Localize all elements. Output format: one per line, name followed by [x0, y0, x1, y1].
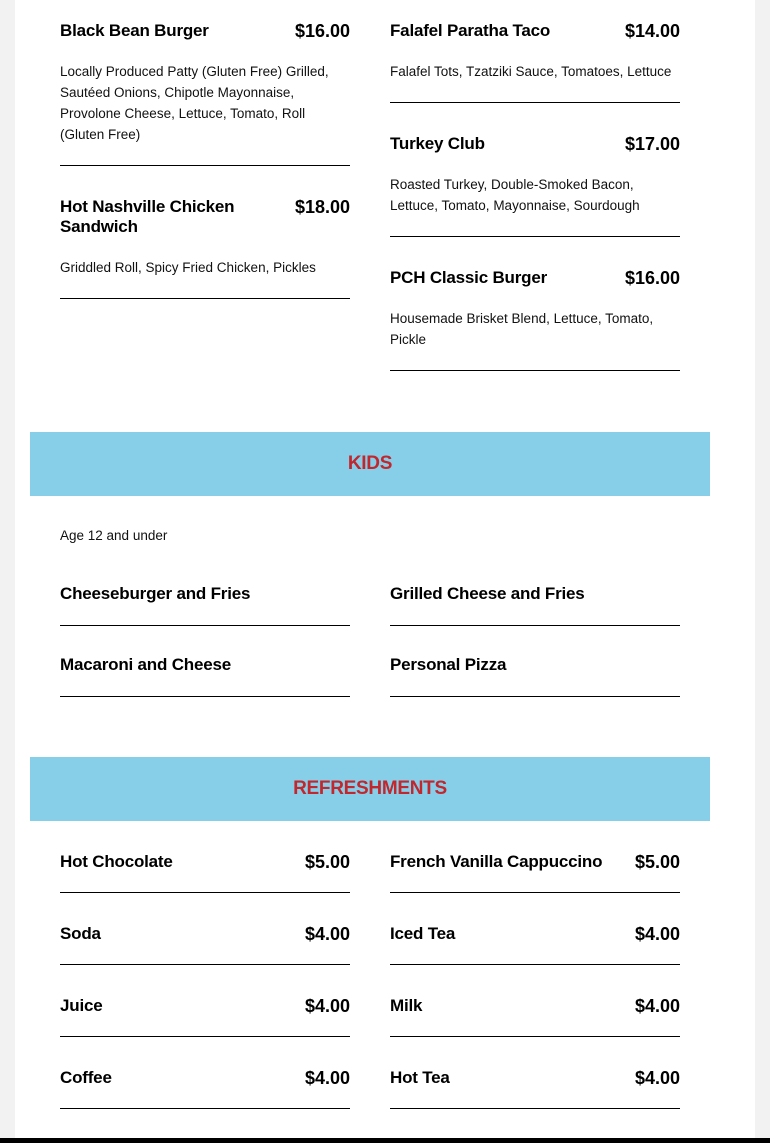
- menu-item: [60, 556, 350, 626]
- menu-item: [60, 893, 350, 965]
- item-price: $16.00: [294, 21, 350, 41]
- menu-item: [60, 0, 350, 166]
- item-price: $14.00: [624, 21, 680, 41]
- mains-left-column: [60, 0, 350, 371]
- refreshments-section-title: REFRESHMENTS: [293, 778, 447, 799]
- kids-right-column: [390, 556, 680, 697]
- item-name: French Vanilla Cappuccino: [390, 852, 603, 871]
- refreshments-left-column: [60, 821, 350, 1109]
- menu-item: [390, 626, 680, 697]
- item-name: Turkey Club: [390, 134, 485, 153]
- menu-item: [390, 821, 680, 893]
- item-price: $4.00: [304, 924, 350, 944]
- item-name: Grilled Cheese and Fries: [390, 584, 585, 603]
- item-name: Hot Tea: [390, 1068, 450, 1087]
- item-description: Housemade Brisket Blend, Lettuce, Tomato, Pickle: [390, 311, 654, 347]
- item-name: Iced Tea: [390, 924, 456, 943]
- item-name: Personal Pizza: [390, 655, 507, 674]
- item-name: Macaroni and Cheese: [60, 655, 231, 674]
- item-name: Falafel Paratha Taco: [390, 21, 551, 40]
- kids-grid: [60, 556, 680, 697]
- item-price: $4.00: [304, 1068, 350, 1088]
- item-price: $17.00: [624, 134, 680, 154]
- item-description: Locally Produced Patty (Gluten Free) Grilled, Sautéed Onions, Chipotle Mayonnaise, Provolone Cheese, Lettuce, Tomato, Roll (Gluten Free): [60, 64, 329, 142]
- kids-age-note: Age 12 and under: [60, 528, 168, 543]
- item-name: PCH Classic Burger: [390, 268, 548, 287]
- menu-item: [390, 893, 680, 965]
- menu-item: [390, 237, 680, 371]
- item-description: Griddled Roll, Spicy Fried Chicken, Pickles: [60, 260, 316, 275]
- menu-item: [390, 103, 680, 237]
- item-name: Hot Chocolate: [60, 852, 173, 871]
- menu-item: [390, 0, 680, 103]
- item-name: Milk: [390, 996, 423, 1015]
- menu-item: [60, 626, 350, 697]
- item-price: $5.00: [634, 852, 680, 872]
- menu-item: [60, 965, 350, 1037]
- refreshments-grid: [60, 821, 680, 1109]
- menu-item: [60, 166, 350, 299]
- kids-left-column: [60, 556, 350, 697]
- item-description: Roasted Turkey, Double-Smoked Bacon, Lettuce, Tomato, Mayonnaise, Sourdough: [390, 177, 640, 213]
- kids-section-header: [30, 432, 710, 496]
- menu-item: [390, 556, 680, 626]
- menu-item: [60, 821, 350, 893]
- item-name: Soda: [60, 924, 101, 943]
- bottom-edge-bar: [0, 1138, 770, 1143]
- item-price: $5.00: [304, 852, 350, 872]
- item-name: Black Bean Burger: [60, 21, 209, 40]
- item-price: $4.00: [634, 924, 680, 944]
- item-price: $18.00: [294, 197, 350, 217]
- kids-section-title: KIDS: [347, 453, 393, 474]
- item-name: Cheeseburger and Fries: [60, 584, 251, 603]
- item-price: $16.00: [624, 268, 680, 288]
- mains-grid: [60, 0, 680, 371]
- menu-item: [390, 1037, 680, 1109]
- refreshments-right-column: [390, 821, 680, 1109]
- item-description: Falafel Tots, Tzatziki Sauce, Tomatoes, Lettuce: [390, 64, 672, 79]
- item-name: Hot Nashville Chicken Sandwich: [60, 197, 235, 236]
- item-price: $4.00: [634, 996, 680, 1016]
- menu-item: [60, 1037, 350, 1109]
- item-price: $4.00: [634, 1068, 680, 1088]
- item-name: Juice: [60, 996, 103, 1015]
- refreshments-section-header: [30, 757, 710, 821]
- mains-right-column: [390, 0, 680, 371]
- item-price: $4.00: [304, 996, 350, 1016]
- menu-item: [390, 965, 680, 1037]
- item-name: Coffee: [60, 1068, 112, 1087]
